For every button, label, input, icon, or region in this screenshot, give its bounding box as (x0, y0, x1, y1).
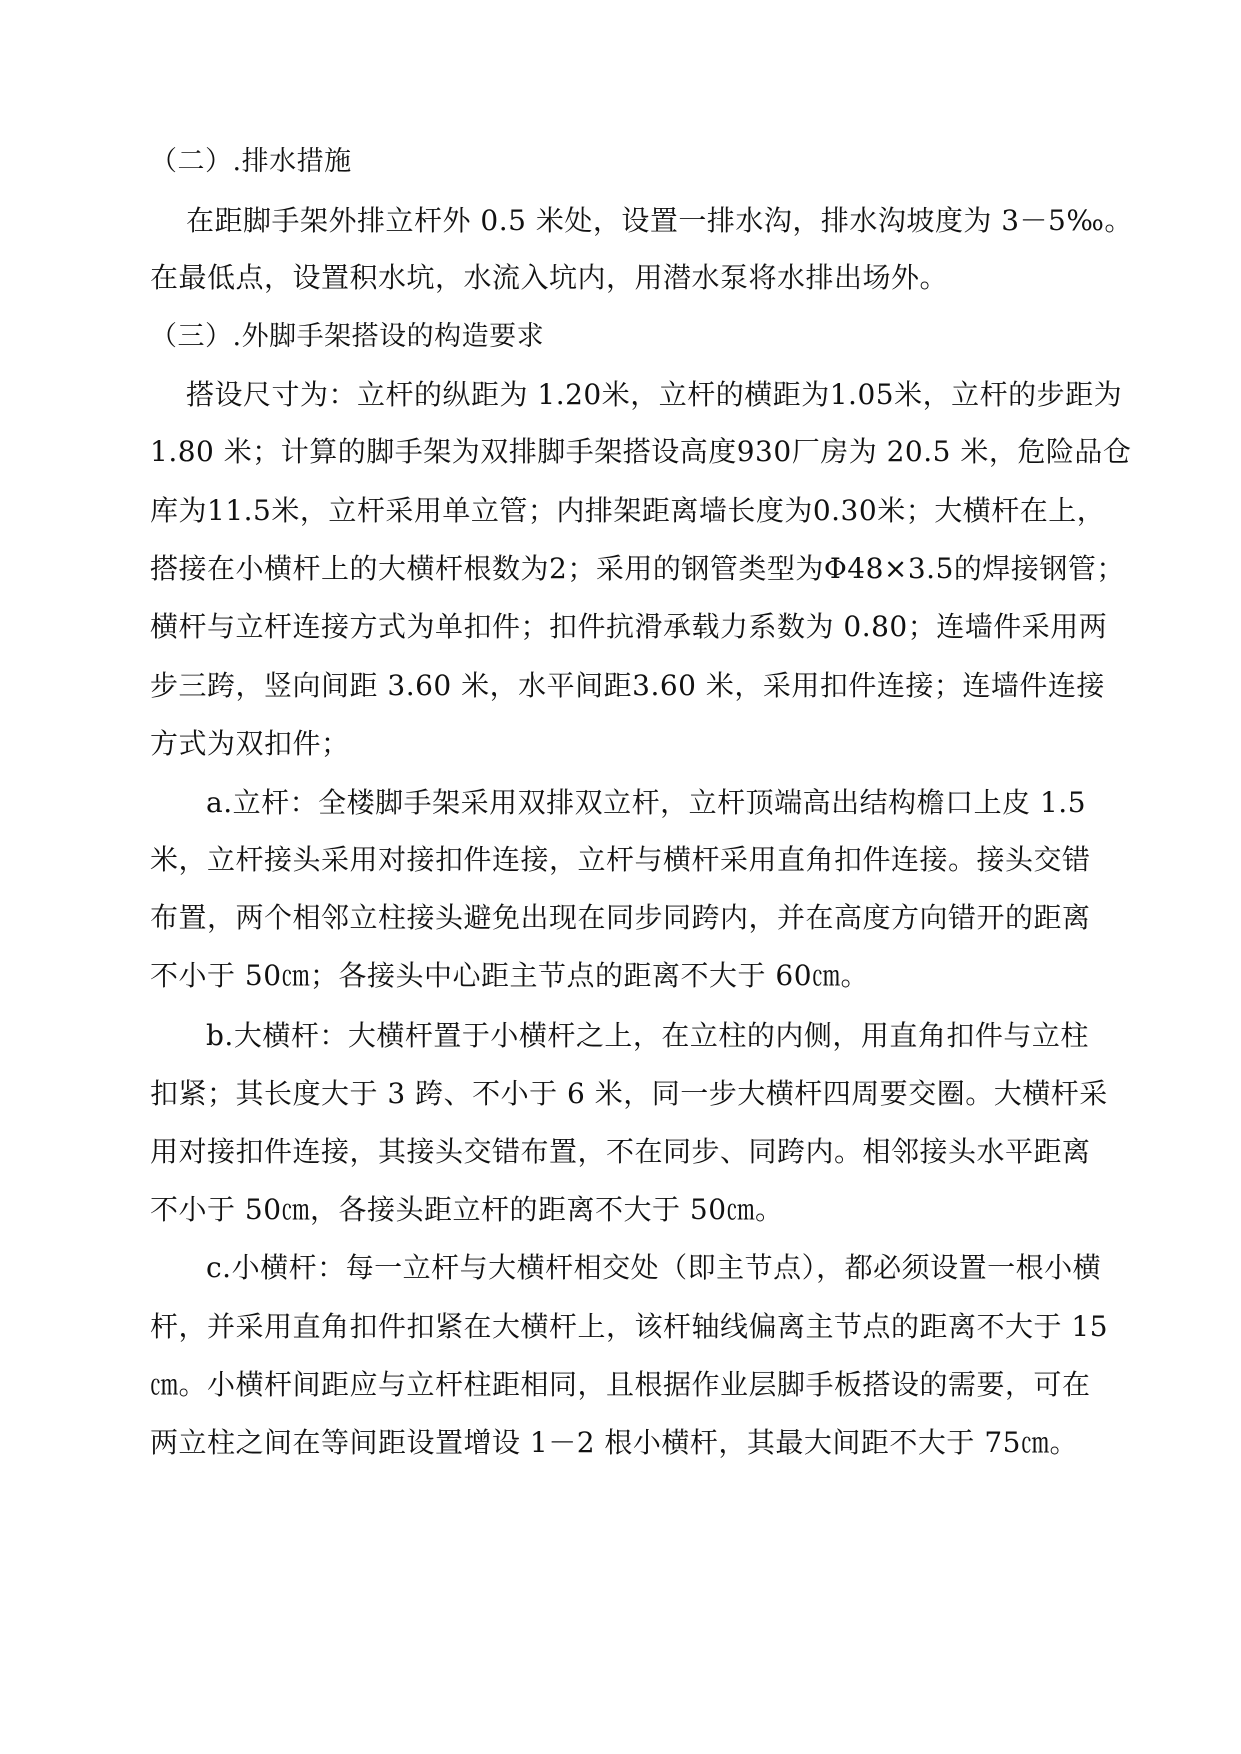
item-a-line: 不小于 50㎝；各接头中心距主节点的距离不大于 60㎝。 (150, 959, 870, 992)
item-b-line: 用对接扣件连接，其接头交错布置，不在同步、同跨内。相邻接头水平距离 (150, 1135, 1091, 1168)
item-b-line: b.大横杆：大横杆置于小横杆之上，在立柱的内侧，用直角扣件与立柱 (206, 1019, 1089, 1052)
item-a-line: a.立杆：全楼脚手架采用双排双立杆，立杆顶端高出结构檐口上皮 1.5 (206, 786, 1087, 819)
paragraph-line: 搭设尺寸为：立杆的纵距为 1.20米，立杆的横距为1.05米，立杆的步距为 (186, 378, 1123, 411)
section-heading-drainage: （二）.排水措施 (150, 146, 352, 177)
item-c-line: 两立柱之间在等间距设置增设 1－2 根小横杆，其最大间距不大于 75㎝。 (150, 1426, 1078, 1459)
item-c-line: 杆，并采用直角扣件扣紧在大横杆上，该杆轴线偏离主节点的距离不大于 15 (150, 1310, 1109, 1343)
item-a-line: 米，立杆接头采用对接扣件连接，立杆与横杆采用直角扣件连接。接头交错 (150, 843, 1091, 876)
paragraph-line: 1.80 米；计算的脚手架为双排脚手架搭设高度930厂房为 20.5 米，危险品仓 (150, 435, 1132, 468)
item-c-line: c.小横杆：每一立杆与大横杆相交处（即主节点），都必须设置一根小横 (206, 1251, 1102, 1284)
item-c-line: ㎝。小横杆间距应与立杆柱距相同，且根据作业层脚手板搭设的需要，可在 (150, 1368, 1091, 1401)
item-a-line: 布置，两个相邻立柱接头避免出现在同步同跨内，并在高度方向错开的距离 (150, 901, 1091, 934)
item-b-line: 扣紧；其长度大于 3 跨、不小于 6 米，同一步大横杆四周要交圈。大横杆采 (150, 1077, 1108, 1110)
item-b-line: 不小于 50㎝，各接头距立杆的距离不大于 50㎝。 (150, 1193, 784, 1226)
paragraph-line: 在距脚手架外排立杆外 0.5 米处，设置一排水沟，排水沟坡度为 3－5‰。 (186, 204, 1133, 237)
paragraph-line: 在最低点，设置积水坑，水流入坑内，用潜水泵将水排出场外。 (150, 261, 949, 294)
paragraph-line: 搭接在小横杆上的大横杆根数为2；采用的钢管类型为Φ48×3.5的焊接钢管； (150, 552, 1125, 585)
paragraph-line: 步三跨，竖向间距 3.60 米，水平间距3.60 米，采用扣件连接；连墙件连接 (150, 669, 1105, 702)
paragraph-line: 方式为双扣件； (150, 727, 350, 760)
paragraph-line: 库为11.5米，立杆采用单立管；内排架距离墙长度为0.30米；大横杆在上， (150, 494, 1106, 527)
paragraph-line: 横杆与立杆连接方式为单扣件；扣件抗滑承载力系数为 0.80；连墙件采用两 (150, 610, 1108, 643)
section-heading-structure: （三）.外脚手架搭设的构造要求 (150, 321, 545, 352)
